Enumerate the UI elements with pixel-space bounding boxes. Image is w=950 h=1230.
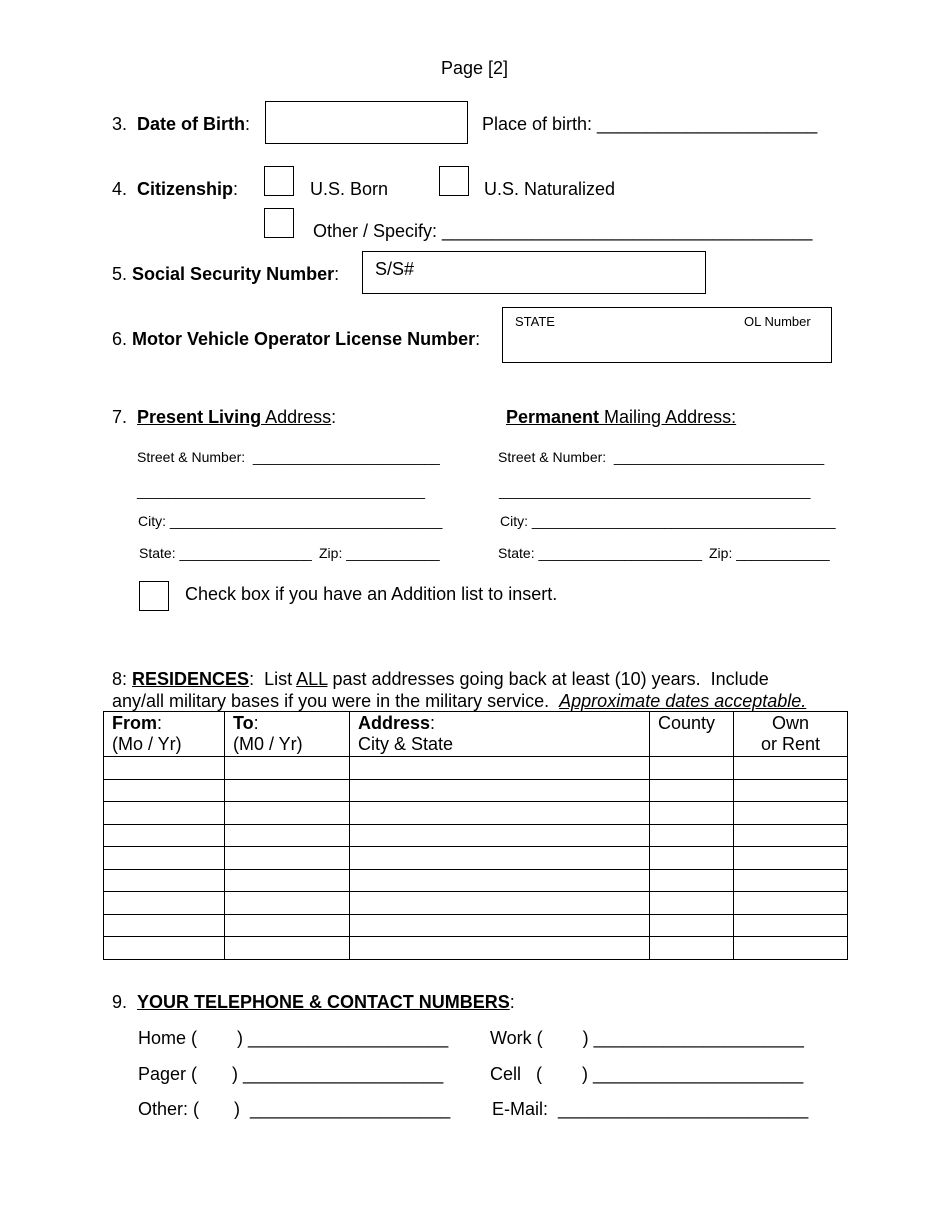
residences-title: RESIDENCES (132, 669, 250, 689)
own-rent-cell[interactable] (734, 869, 848, 892)
colon: : (475, 329, 481, 349)
colon: : (509, 992, 515, 1012)
from-cell[interactable] (104, 869, 225, 892)
permanent-street-line2-field[interactable]: ________________________________________ (499, 483, 811, 499)
header-text: To (233, 713, 254, 733)
page-label: Page [2] (441, 58, 509, 78)
present-address-heading: 7. Present Living Address: (112, 407, 337, 427)
own-rent-cell[interactable] (734, 757, 848, 780)
approximate-note: Approximate dates acceptable. (559, 691, 807, 711)
table-row (104, 914, 848, 937)
residences-text: past addresses going back at least (10) years. Include (327, 669, 769, 689)
address-cell[interactable] (350, 802, 650, 825)
county-cell[interactable] (650, 937, 734, 960)
colon: : (245, 114, 251, 134)
from-cell[interactable] (104, 757, 225, 780)
county-cell[interactable] (650, 847, 734, 870)
section-number: 3 (112, 114, 123, 134)
us-born-label: U.S. Born (310, 179, 389, 199)
from-cell[interactable] (104, 892, 225, 915)
own-rent-cell[interactable] (734, 914, 848, 937)
from-cell[interactable] (104, 914, 225, 937)
from-header (104, 712, 225, 757)
address-cell[interactable] (350, 757, 650, 780)
county-header: County (650, 712, 734, 757)
us-naturalized-checkbox[interactable] (439, 166, 469, 196)
to-cell[interactable] (225, 914, 350, 937)
county-cell[interactable] (650, 824, 734, 847)
cell-phone-field[interactable]: Cell ( ) _____________________ (490, 1064, 804, 1084)
other-citizenship-checkbox[interactable] (264, 208, 294, 238)
permanent-street-field[interactable]: Street & Number: ___________________________ (498, 449, 825, 465)
to-cell[interactable] (225, 869, 350, 892)
work-phone-field[interactable]: Work ( ) _____________________ (490, 1028, 804, 1048)
permanent-text: Permanent (506, 407, 600, 427)
residences-table (103, 711, 848, 960)
address-cell[interactable] (350, 937, 650, 960)
license-label-text: Motor Vehicle Operator License Number (132, 329, 476, 349)
table-row (104, 892, 848, 915)
to-cell[interactable] (225, 937, 350, 960)
address-cell[interactable] (350, 847, 650, 870)
own-rent-cell[interactable] (734, 824, 848, 847)
other-specify-field[interactable]: Other / Specify: _____________________________________ (313, 221, 813, 241)
header-sub: (M0 / Yr) (233, 734, 303, 754)
to-cell[interactable] (225, 847, 350, 870)
to-header (225, 712, 350, 757)
address-header (350, 712, 650, 757)
dob-label: 3. Date of Birth: (112, 114, 251, 134)
to-cell[interactable] (225, 802, 350, 825)
from-cell[interactable] (104, 847, 225, 870)
present-street-field[interactable]: Street & Number: ________________________ (137, 449, 440, 465)
to-cell[interactable] (225, 757, 350, 780)
table-row (104, 802, 848, 825)
table-row (104, 757, 848, 780)
home-phone-field[interactable]: Home ( ) ____________________ (138, 1028, 449, 1048)
colon: : (157, 713, 163, 733)
header-sub: City & State (358, 734, 454, 754)
table-row (104, 779, 848, 802)
colon: : (331, 407, 337, 427)
license-field[interactable] (502, 307, 832, 363)
present-living-text: Present Living (137, 407, 262, 427)
email-field[interactable]: E-Mail: _________________________ (492, 1099, 809, 1119)
county-cell[interactable] (650, 779, 734, 802)
table-row (104, 869, 848, 892)
ssn-label-text: Social Security Number (132, 264, 335, 284)
to-cell[interactable] (225, 824, 350, 847)
address-cell[interactable] (350, 914, 650, 937)
section-number: 5 (112, 264, 123, 284)
to-cell[interactable] (225, 892, 350, 915)
citizenship-label-text: Citizenship (137, 179, 234, 199)
ssn-field[interactable] (362, 251, 706, 294)
license-label: 6. Motor Vehicle Operator License Number: (112, 329, 481, 349)
section-number: 8 (112, 669, 123, 689)
section-number: 9 (112, 992, 123, 1012)
table-header-row (104, 712, 848, 757)
own-rent-cell[interactable] (734, 937, 848, 960)
residences-intro-line1: 8: RESIDENCES: List ALL past addresses going back at least (10) years. Include (112, 669, 769, 689)
section-number: 6 (112, 329, 123, 349)
colon: : (334, 264, 340, 284)
colon: : (253, 713, 259, 733)
to-cell[interactable] (225, 779, 350, 802)
license-ol-label: OL Number (744, 314, 811, 329)
other-phone-field[interactable]: Other: ( ) ____________________ (138, 1099, 451, 1119)
mailing-address-text: Mailing Address: (599, 407, 737, 427)
all-emphasis: ALL (296, 669, 328, 689)
dob-field[interactable] (265, 101, 468, 144)
table-row (104, 847, 848, 870)
county-cell[interactable] (650, 869, 734, 892)
present-city-field[interactable]: City: ___________________________________ (138, 513, 443, 529)
permanent-address-heading (506, 408, 736, 426)
own-rent-header (734, 712, 848, 757)
own-rent-cell[interactable] (734, 802, 848, 825)
license-state-label: STATE (515, 314, 555, 329)
place-of-birth-field[interactable]: Place of birth: ______________________ (482, 114, 818, 134)
colon: : (430, 713, 436, 733)
from-cell[interactable] (104, 779, 225, 802)
section-number: 4 (112, 179, 123, 199)
address-cell[interactable] (350, 869, 650, 892)
county-cell[interactable] (650, 757, 734, 780)
permanent-city-field[interactable]: City: _______________________________________ (500, 513, 836, 529)
residences-intro-line2 (112, 692, 806, 710)
us-naturalized-label: U.S. Naturalized (484, 179, 616, 199)
address-cell[interactable] (350, 779, 650, 802)
colon: : (233, 179, 239, 199)
ssn-label: 5. Social Security Number: (112, 264, 340, 284)
address-cell[interactable] (350, 892, 650, 915)
from-cell[interactable] (104, 937, 225, 960)
present-address-text: Address (261, 407, 332, 427)
header-text: Address (358, 713, 431, 733)
table-row (104, 937, 848, 960)
address-cell[interactable] (350, 824, 650, 847)
citizenship-label: 4. Citizenship: (112, 179, 239, 199)
own-rent-cell[interactable] (734, 779, 848, 802)
header-text: From (112, 713, 157, 733)
ssn-prefix: S/S# (375, 259, 415, 279)
present-zip-field[interactable]: Zip: ____________ (319, 545, 440, 561)
contact-heading: 9. YOUR TELEPHONE & CONTACT NUMBERS: (112, 992, 515, 1012)
contact-title: YOUR TELEPHONE & CONTACT NUMBERS (137, 992, 510, 1012)
residences-text: any/all military bases if you were in the military service. (112, 691, 560, 711)
from-cell[interactable] (104, 802, 225, 825)
pager-field[interactable]: Pager ( ) ____________________ (138, 1064, 444, 1084)
section-number: 7 (112, 407, 123, 427)
county-cell[interactable] (650, 892, 734, 915)
county-cell[interactable] (650, 914, 734, 937)
residences-text: List (254, 669, 297, 689)
own-rent-cell[interactable] (734, 892, 848, 915)
addition-list-checkbox[interactable] (139, 581, 169, 611)
present-state-field[interactable]: State: _________________ (139, 545, 312, 561)
header-sub: (Mo / Yr) (112, 734, 182, 754)
from-cell[interactable] (104, 824, 225, 847)
county-cell[interactable] (650, 802, 734, 825)
dob-label-text: Date of Birth (137, 114, 246, 134)
header-sub: or Rent (760, 734, 821, 754)
table-row (104, 824, 848, 847)
present-street-line2-field[interactable]: _____________________________________ (137, 483, 426, 499)
permanent-zip-field[interactable]: Zip: ____________ (709, 545, 830, 561)
permanent-state-field[interactable]: State: _____________________ (498, 545, 702, 561)
own-rent-cell[interactable] (734, 847, 848, 870)
addition-list-label: Check box if you have an Addition list to insert. (185, 584, 558, 604)
us-born-checkbox[interactable] (264, 166, 294, 196)
header-text: Own (771, 713, 809, 733)
